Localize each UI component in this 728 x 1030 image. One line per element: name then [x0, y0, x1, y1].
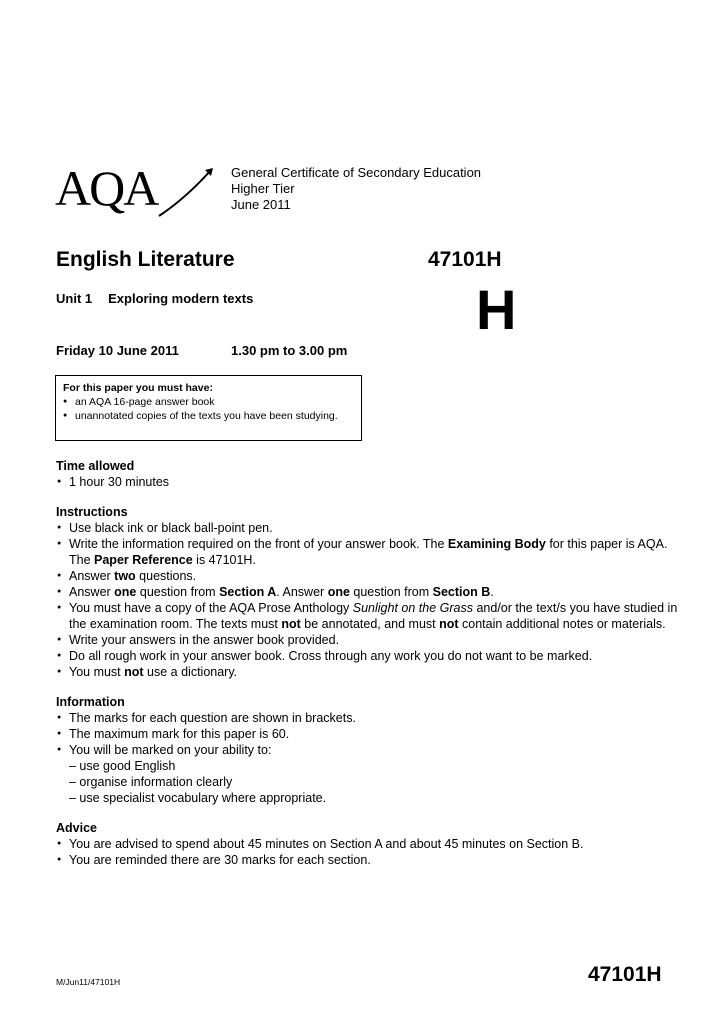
information-subitem: – organise information clearly: [69, 775, 233, 789]
instruction-item: ● Do all rough work in your answer book. Cross through any work you do not want to be marked.: [56, 648, 686, 664]
advice-section: [56, 820, 686, 868]
session-line: June 2011: [231, 197, 291, 212]
materials-box: [55, 375, 362, 441]
instruction-item: ● You must not use a dictionary.: [56, 664, 686, 680]
footer-reference: M/Jun11/47101H: [56, 977, 121, 987]
materials-item: ● an AQA 16-page answer book: [63, 395, 354, 409]
instruction-item: ● Write your answers in the answer book provided.: [56, 632, 686, 648]
information-heading: Information: [56, 695, 125, 709]
information-subitem: – use specialist vocabulary where appropriate.: [69, 791, 327, 805]
unit-line: [56, 291, 253, 306]
exam-date: Friday 10 June 2011: [56, 343, 179, 358]
subject-title: English Literature: [56, 248, 235, 271]
materials-title: For this paper you must have:: [63, 382, 213, 394]
aqa-logo: [55, 158, 215, 224]
exam-header: [231, 165, 481, 213]
time-allowed-section: [56, 458, 686, 490]
swoosh-icon: [155, 164, 217, 220]
instruction-item: ● You must have a copy of the AQA Prose Anthology Sunlight on the Grass and/or the text/s you have studied in the examination room. The texts must not be annotated, and must not contain additional notes or materials.: [56, 600, 686, 632]
exam-time: 1.30 pm to 3.00 pm: [231, 343, 348, 358]
tier-line: Higher Tier: [231, 181, 295, 196]
time-allowed-item: ● 1 hour 30 minutes: [56, 474, 686, 490]
footer-paper-code: 47101H: [588, 963, 662, 986]
information-subitem: – use good English: [69, 759, 176, 773]
qualification-line: General Certificate of Secondary Education: [231, 165, 482, 180]
instruction-item: ● Answer two questions.: [56, 568, 686, 584]
instruction-item: ● Write the information required on the front of your answer book. The Examining Body for this paper is AQA. The Paper Reference is 47101H.: [56, 536, 686, 568]
instruction-item: ● Use black ink or black ball-point pen.: [56, 520, 686, 536]
unit-title: Exploring modern texts: [108, 291, 254, 306]
rubric: [56, 458, 686, 882]
information-item: ● The marks for each question are shown in brackets.: [56, 710, 686, 726]
unit-number: Unit 1: [56, 291, 93, 306]
materials-item: ● unannotated copies of the texts you have been studying.: [63, 409, 354, 423]
information-item: ● The maximum mark for this paper is 60.: [56, 726, 686, 742]
instructions-heading: Instructions: [56, 505, 128, 519]
paper-code: 47101H: [428, 248, 502, 271]
instructions-section: [56, 504, 686, 680]
instruction-item: ● Answer one question from Section A. Answer one question from Section B.: [56, 584, 686, 600]
tier-letter: H: [476, 278, 517, 341]
advice-item: ● You are advised to spend about 45 minutes on Section A and about 45 minutes on Section B.: [56, 836, 686, 852]
information-section: [56, 694, 686, 806]
aqa-logo-text: AQA: [55, 160, 158, 216]
advice-item: ● You are reminded there are 30 marks for each section.: [56, 852, 686, 868]
time-allowed-heading: Time allowed: [56, 459, 135, 473]
information-item: ● You will be marked on your ability to:: [56, 742, 686, 758]
advice-heading: Advice: [56, 821, 97, 835]
